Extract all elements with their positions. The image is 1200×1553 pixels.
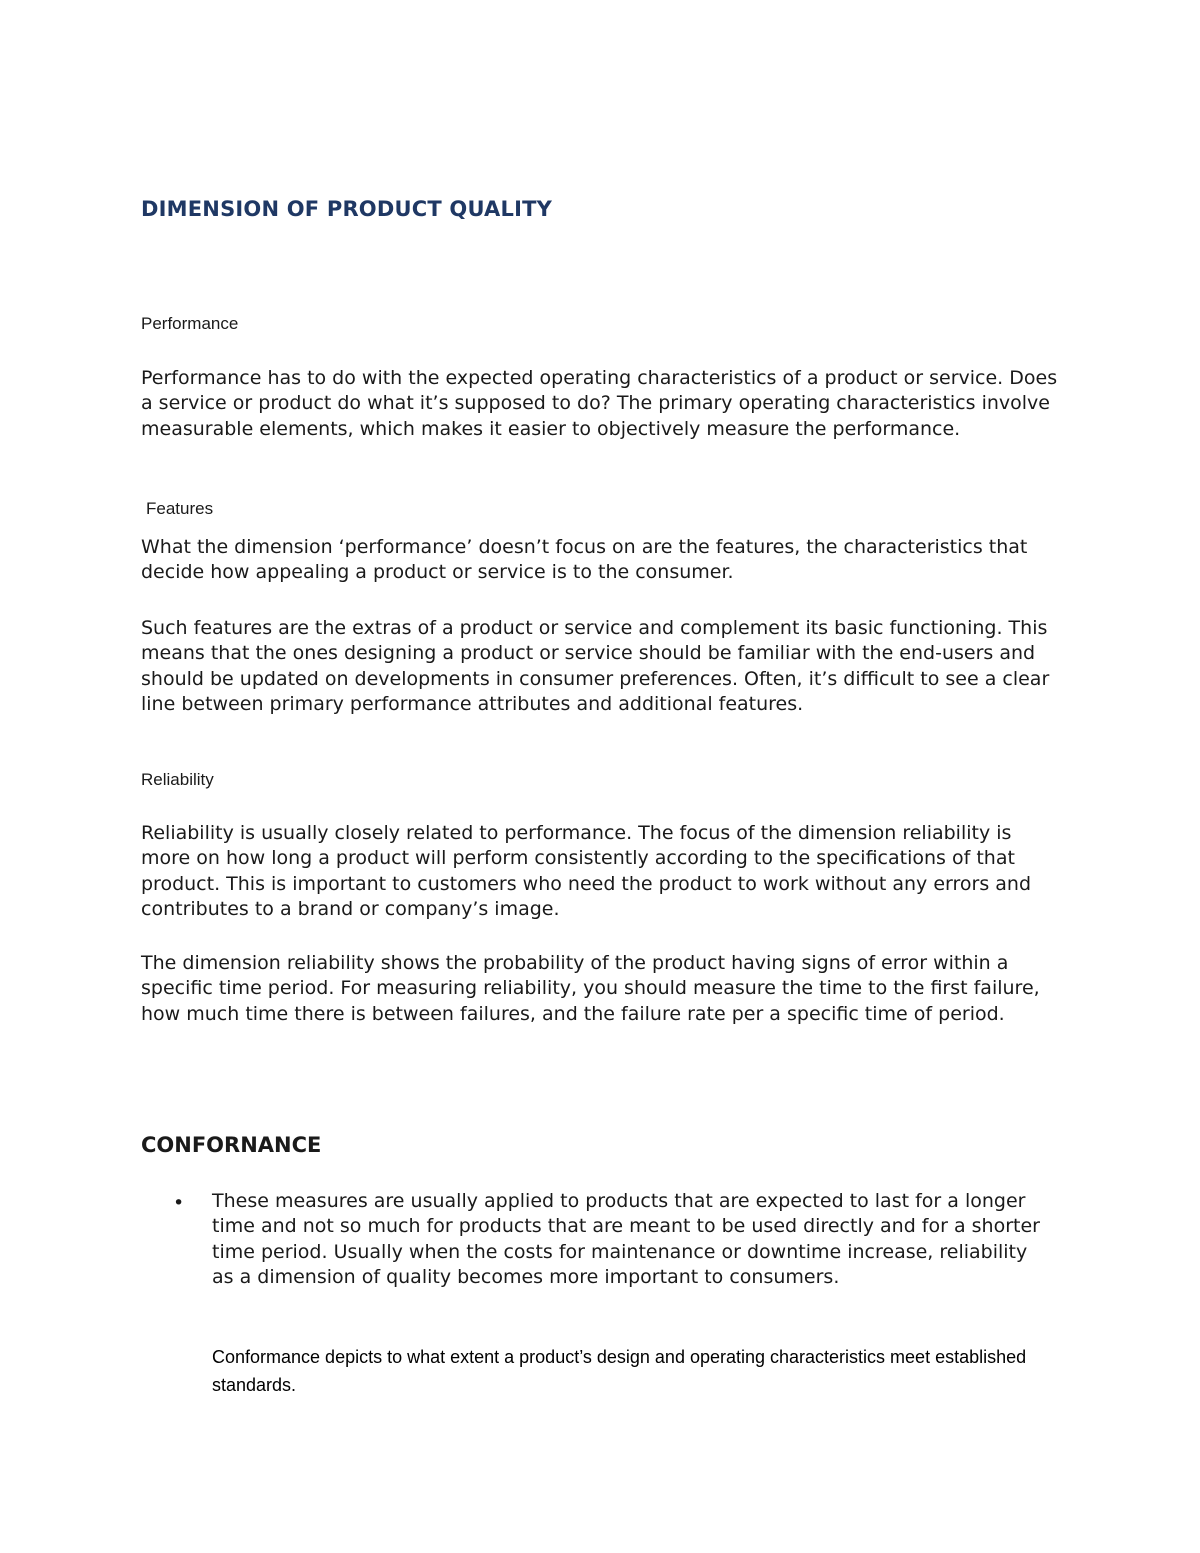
section-heading-features: Features <box>146 499 214 518</box>
reliability-paragraph-1: Reliability is usually closely related to performance. The focus of the dimension reliability is more on how long a product will perform consistently according to the specifications of that product. This is important to customers who need the product to work without any errors and contributes to a brand or company’s image. <box>141 822 1032 920</box>
features-paragraph-1: What the dimension ‘performance’ doesn’t focus on are the features, the characteristics that decide how appealing a product or service is to the consumer. <box>141 536 1028 584</box>
features-paragraph-2: Such features are the extras of a product or service and complement its basic functioning. This means that the ones designing a product or service should be familiar with the end-users and should be updated on developments in consumer preferences. Often, it’s difficult to see a clear line between primary performance attributes and additional features. <box>141 617 1050 715</box>
conformance-definition: Conformance depicts to what extent a product’s design and operating characteristics meet established standards. <box>212 1347 1027 1395</box>
conformance-heading: CONFORNANCE <box>141 1133 322 1157</box>
reliability-paragraph-2: The dimension reliability shows the probability of the product having signs of error within a specific time period. For measuring reliability, you should measure the time to the first failure, how much time there is between failures, and the failure rate per a specific time of period. <box>141 952 1040 1025</box>
bullet-icon: • <box>173 1192 185 1214</box>
section-heading-reliability: Reliability <box>141 770 214 789</box>
bullet-text: These measures are usually applied to products that are expected to last for a longer time and not so much for products that are meant to be used directly and for a shorter time period. Usually when the costs for maintenance or downtime increase, reliability as a dimension of quality becomes more important to consumers. <box>212 1190 1040 1288</box>
section-heading-performance: Performance <box>141 314 239 333</box>
document-title: DIMENSION OF PRODUCT QUALITY <box>141 197 553 221</box>
performance-paragraph: Performance has to do with the expected operating characteristics of a product or service. Does a service or product do what it’s supposed to do? The primary operating characteristics involve measurable elements, which makes it easier to objectively measure the performance. <box>141 367 1058 440</box>
